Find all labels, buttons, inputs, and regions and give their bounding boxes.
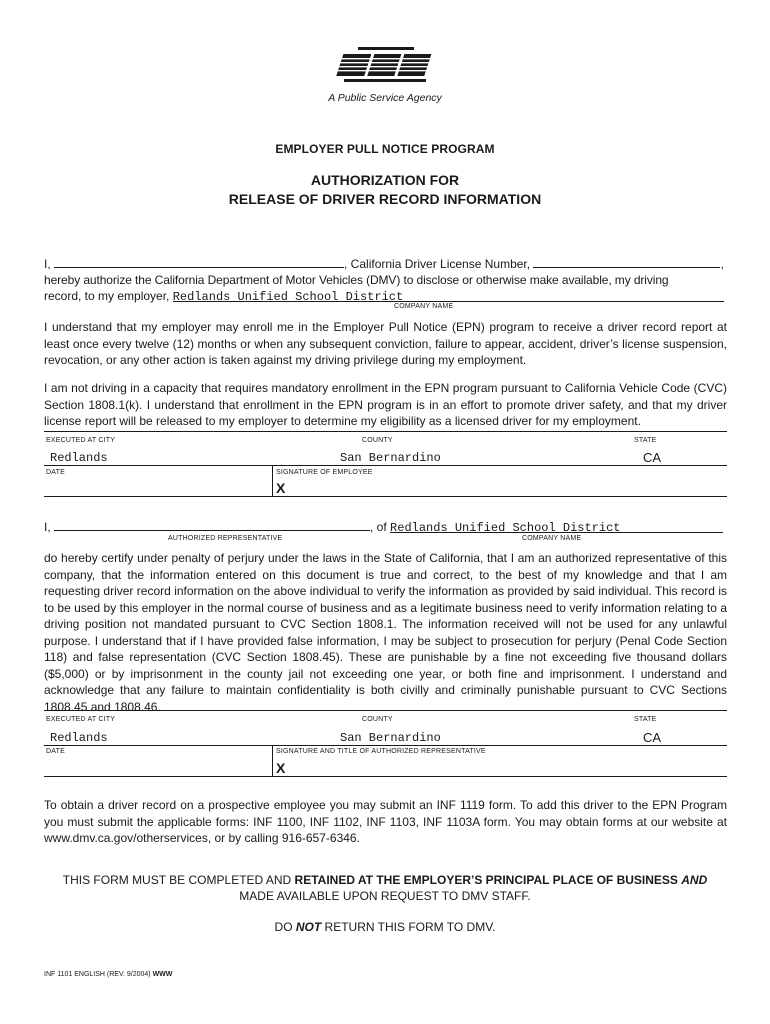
i-label: I, [44,520,51,534]
retention-notice-line2: MADE AVAILABLE UPON REQUEST TO DMV STAFF. [239,889,531,903]
company-name-caption: COMPANY NAME [394,303,454,310]
form-id [44,971,172,978]
date-caption: DATE [46,748,65,755]
comma: , [720,257,724,271]
form-title-line2: RELEASE OF DRIVER RECORD INFORMATION [228,191,542,207]
retention-notice-line1 [0,873,770,887]
divider [44,745,727,746]
notice-emphasis-and: AND [681,873,708,887]
divider [44,776,727,777]
county-value[interactable]: San Bernardino [340,731,441,745]
company-field[interactable]: Redlands Unified School District [390,520,723,533]
notice-emphasis: RETAINED AT THE EMPLOYER’S PRINCIPAL PLACE OF BUSINESS [294,873,682,887]
notice-not: NOT [295,920,322,934]
driver-line [44,256,727,272]
county-value[interactable]: San Bernardino [340,451,441,465]
logo-caption: A Public Service Agency [328,92,442,104]
state-caption: STATE [634,437,657,444]
executed-caption: EXECUTED AT CITY [46,716,116,723]
county-caption: COUNTY [362,437,393,444]
divider [272,465,273,496]
representative-signature-mark: X [276,760,286,776]
city-value[interactable]: Redlands [50,731,108,745]
divider [272,745,273,776]
notice-text: THIS FORM MUST BE COMPLETED AND [62,873,295,887]
enrollment-paragraph: I understand that my employer may enroll me in the Employer Pull Notice (EPN) program to receive a driver record report at least once every twelve (12) months or when any subsequent conviction, failure to appear, accident, driver’s license suspension, revocation, or any other action is taken against my driving privilege during my employment. [44,320,727,367]
state-value[interactable]: CA [643,450,662,465]
divider [44,465,727,466]
employee-signature-caption: SIGNATURE OF EMPLOYEE [276,469,373,476]
notice-text: DO [274,920,296,934]
representative-signature-caption: SIGNATURE AND TITLE OF AUTHORIZED REPRESENTATIVE [276,748,486,755]
form-title-line1: AUTHORIZATION FOR [310,172,460,188]
divider [44,496,727,497]
form-www: WWW [152,971,173,978]
license-number-field[interactable] [533,256,720,268]
dmv-logo [332,46,438,86]
employee-signature-mark: X [276,480,286,496]
certification-paragraph: do hereby certify under penalty of perjury under the laws in the State of California, that I am an authorized representative of this company, that the information entered on this document is true and correct, to the best of my knowledge and that I am requesting driver record information on the above individual to verify the information as provided by said individual. This record is to be used by this employer in the normal course of business and as a legitimate business need to verify information relating to a driving position not mandated pursuant to CVC Section 1808.1. The information received will not be used for any unlawful purpose. I understand that if I have provided false information, I may be subject to prosecution for perjury (Penal Code Section 118) and false representation (CVC Section 1808.45). These are punishable by a fine not exceeding five thousand dollars ($5,000) or by imprisonment in the county jail not exceeding one year, or both fine and imprisonment. I understand and acknowledge that any failure to maintain confidentiality is both civilly and criminally punishable pursuant to CVC Sections 1808.45 and 1808.46. [44,551,727,714]
notice-text: RETURN THIS FORM TO DMV. [321,920,496,934]
driver-name-field[interactable] [54,256,344,268]
mandatory-paragraph: I am not driving in a capacity that requires mandatory enrollment in the EPN program pursuant to California Vehicle Code (CVC) Section 1808.1(k). I understand that enrollment in the EPN program is in an effort to promote driver safety, and that my driver license report will be released to my employer to determine my eligibility as a licensed driver for my employment. [44,381,727,428]
representative-line [44,519,727,535]
employer-line [44,288,727,304]
date-caption: DATE [46,469,65,476]
employer-prefix: record, to my employer, [44,289,170,303]
authorize-line: hereby authorize the California Department of Motor Vehicles (DMV) to disclose or otherwise make available, my driving [44,273,669,287]
return-notice [0,920,770,934]
form-revision: INF 1101 ENGLISH (REV. 9/2004) [44,971,153,978]
county-caption: COUNTY [362,716,393,723]
city-value[interactable]: Redlands [50,451,108,465]
employer-name-field[interactable]: Redlands Unified School District [173,289,724,302]
state-caption: STATE [634,716,657,723]
program-title: EMPLOYER PULL NOTICE PROGRAM [275,142,495,156]
company-name-caption: COMPANY NAME [522,535,582,542]
i-label: I, [44,257,51,271]
authorized-representative-caption: AUTHORIZED REPRESENTATIVE [168,535,283,542]
of-label: , of [370,520,387,534]
executed-caption: EXECUTED AT CITY [46,437,116,444]
divider [44,431,727,432]
divider [44,710,727,711]
instructions-paragraph: To obtain a driver record on a prospective employee you may submit an INF 1119 form. To add this driver to the EPN Program you must submit the applicable forms: INF 1100, INF 1102, INF 1103, INF 1103A form. You may obtain forms at our website at www.dmv.ca.gov/otherservices, or by calling 916-657-6346. [44,798,727,845]
representative-name-field[interactable] [54,519,370,531]
state-value[interactable]: CA [643,730,662,745]
license-label: , California Driver License Number, [344,257,531,271]
